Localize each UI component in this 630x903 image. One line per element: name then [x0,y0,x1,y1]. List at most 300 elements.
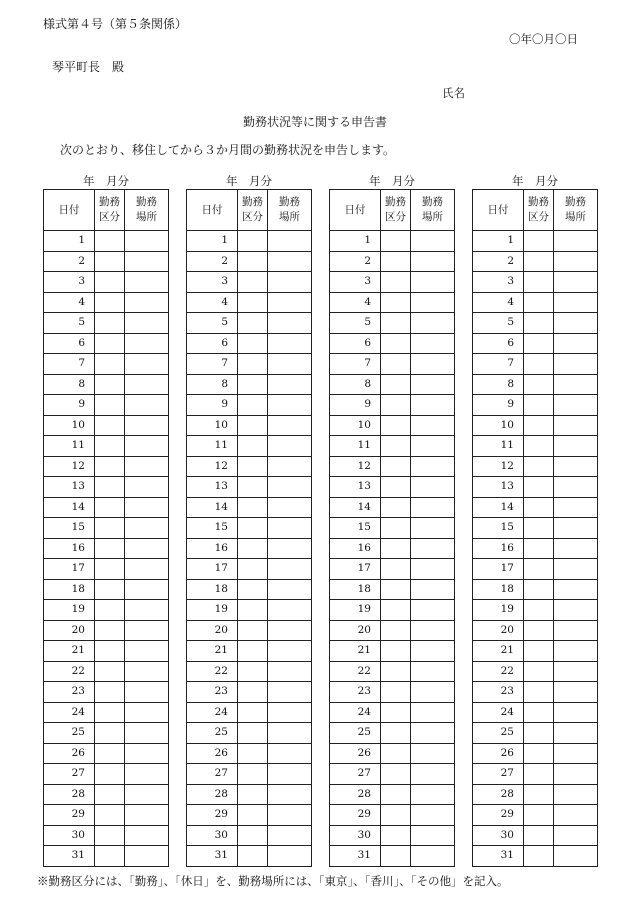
header-line: 区分 [99,211,120,223]
work-type-cell[interactable] [95,538,125,559]
work-place-cell[interactable] [411,825,455,846]
work-place-cell[interactable] [125,702,169,723]
work-place-cell[interactable] [411,538,455,559]
work-type-cell[interactable] [381,784,411,805]
work-type-cell[interactable] [381,456,411,477]
work-type-cell[interactable] [524,743,554,764]
work-place-cell[interactable] [125,743,169,764]
work-place-cell[interactable] [554,825,598,846]
work-place-cell[interactable] [125,497,169,518]
work-type-cell[interactable] [238,846,268,867]
work-type-cell[interactable] [524,395,554,416]
work-type-cell[interactable] [381,313,411,334]
work-place-cell[interactable] [268,477,312,498]
work-place-cell[interactable] [411,518,455,539]
table-row [330,477,455,498]
work-place-cell[interactable] [411,661,455,682]
column-header-work-place [125,190,169,231]
table-row [330,805,455,826]
header-line: 場所 [136,211,157,223]
work-type-cell[interactable] [524,805,554,826]
work-place-cell[interactable] [554,579,598,600]
work-type-cell[interactable] [238,620,268,641]
work-place-cell[interactable] [411,395,455,416]
work-type-cell[interactable] [524,272,554,293]
day-number: 3 [473,272,524,293]
work-type-cell[interactable] [524,620,554,641]
work-type-cell[interactable] [238,743,268,764]
work-type-cell[interactable] [524,354,554,375]
work-place-cell[interactable] [411,231,455,252]
work-place-cell[interactable] [411,743,455,764]
work-type-cell[interactable] [524,436,554,457]
work-type-cell[interactable] [524,497,554,518]
work-place-cell[interactable] [125,272,169,293]
work-type-cell[interactable] [524,682,554,703]
work-place-cell[interactable] [554,620,598,641]
work-place-cell[interactable] [125,231,169,252]
work-type-cell[interactable] [238,723,268,744]
work-place-cell[interactable] [554,251,598,272]
work-place-cell[interactable] [268,559,312,580]
work-type-cell[interactable] [524,415,554,436]
work-type-cell[interactable] [381,231,411,252]
work-place-cell[interactable] [554,272,598,293]
work-type-cell[interactable] [95,723,125,744]
work-place-cell[interactable] [125,784,169,805]
work-type-cell[interactable] [95,620,125,641]
work-place-cell[interactable] [411,333,455,354]
work-place-cell[interactable] [554,538,598,559]
work-place-cell[interactable] [411,456,455,477]
work-place-cell[interactable] [268,251,312,272]
table-row [473,579,598,600]
table-row [187,354,312,375]
work-place-cell[interactable] [125,292,169,313]
work-type-cell[interactable] [524,456,554,477]
work-type-cell[interactable] [381,415,411,436]
work-place-cell[interactable] [554,559,598,580]
day-number: 12 [187,456,238,477]
work-place-cell[interactable] [554,497,598,518]
work-type-cell[interactable] [95,292,125,313]
day-number: 10 [330,415,381,436]
work-type-cell[interactable] [381,333,411,354]
work-place-cell[interactable] [554,231,598,252]
work-place-cell[interactable] [411,292,455,313]
work-type-cell[interactable] [524,825,554,846]
work-place-cell[interactable] [411,415,455,436]
work-type-cell[interactable] [381,497,411,518]
work-type-cell[interactable] [95,231,125,252]
work-place-cell[interactable] [411,764,455,785]
work-type-cell[interactable] [524,231,554,252]
work-type-cell[interactable] [524,477,554,498]
work-type-cell[interactable] [524,846,554,867]
work-place-cell[interactable] [268,272,312,293]
table-row [187,497,312,518]
work-type-cell[interactable] [238,764,268,785]
work-type-cell[interactable] [524,333,554,354]
work-type-cell[interactable] [524,538,554,559]
work-place-cell[interactable] [554,415,598,436]
table-header-row [330,190,455,231]
work-type-cell[interactable] [238,477,268,498]
table-row [330,272,455,293]
work-type-cell[interactable] [95,518,125,539]
work-type-cell[interactable] [95,661,125,682]
day-number: 1 [187,231,238,252]
work-type-cell[interactable] [238,354,268,375]
table-row [187,395,312,416]
work-type-cell[interactable] [524,661,554,682]
work-place-cell[interactable] [411,723,455,744]
day-number: 11 [330,436,381,457]
work-type-cell[interactable] [238,579,268,600]
work-type-cell[interactable] [524,559,554,580]
work-place-cell[interactable] [554,374,598,395]
work-place-cell[interactable] [125,805,169,826]
work-place-cell[interactable] [268,374,312,395]
work-type-cell[interactable] [238,661,268,682]
work-place-cell[interactable] [411,620,455,641]
work-place-cell[interactable] [268,538,312,559]
work-type-cell[interactable] [95,702,125,723]
work-place-cell[interactable] [554,518,598,539]
day-number: 19 [44,600,95,621]
work-type-cell[interactable] [238,292,268,313]
work-type-cell[interactable] [381,292,411,313]
column-header-date: 日付 [330,190,381,231]
work-type-cell[interactable] [381,620,411,641]
work-place-cell[interactable] [268,723,312,744]
work-place-cell[interactable] [268,600,312,621]
day-number: 20 [330,620,381,641]
work-type-cell[interactable] [238,313,268,334]
work-type-cell[interactable] [381,374,411,395]
work-place-cell[interactable] [125,846,169,867]
work-type-cell[interactable] [524,579,554,600]
work-place-cell[interactable] [268,518,312,539]
work-type-cell[interactable] [95,600,125,621]
work-place-cell[interactable] [125,477,169,498]
table-row [473,825,598,846]
work-place-cell[interactable] [554,805,598,826]
work-place-cell[interactable] [554,641,598,662]
work-place-cell[interactable] [125,600,169,621]
work-place-cell[interactable] [554,456,598,477]
day-number: 8 [330,374,381,395]
work-place-cell[interactable] [554,395,598,416]
table-row [473,620,598,641]
work-type-cell[interactable] [238,641,268,662]
work-type-cell[interactable] [95,682,125,703]
work-type-cell[interactable] [524,723,554,744]
work-place-cell[interactable] [268,436,312,457]
work-type-cell[interactable] [238,415,268,436]
work-place-cell[interactable] [268,661,312,682]
table-row [473,415,598,436]
work-type-cell[interactable] [95,497,125,518]
day-number: 23 [330,682,381,703]
work-place-cell[interactable] [125,825,169,846]
work-type-cell[interactable] [524,313,554,334]
work-type-cell[interactable] [238,805,268,826]
table-row [330,702,455,723]
work-place-cell[interactable] [268,579,312,600]
table-row [187,477,312,498]
work-place-cell[interactable] [125,251,169,272]
work-type-cell[interactable] [95,805,125,826]
work-type-cell[interactable] [95,354,125,375]
work-place-cell[interactable] [268,805,312,826]
work-type-cell[interactable] [238,682,268,703]
work-type-cell[interactable] [95,374,125,395]
table-row [187,272,312,293]
work-type-cell[interactable] [381,661,411,682]
work-place-cell[interactable] [268,682,312,703]
work-place-cell[interactable] [125,682,169,703]
work-type-cell[interactable] [95,272,125,293]
work-place-cell[interactable] [125,764,169,785]
day-number: 24 [44,702,95,723]
work-place-cell[interactable] [268,764,312,785]
table-row [187,805,312,826]
work-place-cell[interactable] [411,374,455,395]
work-type-cell[interactable] [381,559,411,580]
work-place-cell[interactable] [268,333,312,354]
work-type-cell[interactable] [381,579,411,600]
work-place-cell[interactable] [411,251,455,272]
work-place-cell[interactable] [411,846,455,867]
work-type-cell[interactable] [381,682,411,703]
work-type-cell[interactable] [381,251,411,272]
work-place-cell[interactable] [411,559,455,580]
work-type-cell[interactable] [524,292,554,313]
work-type-cell[interactable] [381,723,411,744]
work-type-cell[interactable] [238,395,268,416]
work-place-cell[interactable] [268,292,312,313]
work-place-cell[interactable] [554,477,598,498]
work-type-cell[interactable] [95,784,125,805]
work-type-cell[interactable] [381,825,411,846]
work-place-cell[interactable] [411,436,455,457]
work-type-cell[interactable] [95,251,125,272]
work-type-cell[interactable] [381,764,411,785]
work-place-cell[interactable] [268,743,312,764]
work-type-cell[interactable] [95,456,125,477]
work-type-cell[interactable] [95,436,125,457]
day-number: 12 [44,456,95,477]
work-place-cell[interactable] [411,272,455,293]
work-place-cell[interactable] [268,641,312,662]
work-place-cell[interactable] [411,354,455,375]
work-place-cell[interactable] [411,641,455,662]
table-row [44,641,169,662]
table-row [330,518,455,539]
day-number: 23 [187,682,238,703]
work-type-cell[interactable] [238,251,268,272]
work-place-cell[interactable] [411,600,455,621]
work-type-cell[interactable] [95,415,125,436]
work-place-cell[interactable] [411,579,455,600]
work-place-cell[interactable] [268,846,312,867]
work-type-cell[interactable] [95,825,125,846]
month-label: 年 月分 [369,174,415,188]
work-place-cell[interactable] [411,313,455,334]
work-place-cell[interactable] [554,682,598,703]
work-place-cell[interactable] [125,395,169,416]
work-type-cell[interactable] [381,805,411,826]
day-number: 4 [330,292,381,313]
work-type-cell[interactable] [381,518,411,539]
work-place-cell[interactable] [554,292,598,313]
work-type-cell[interactable] [238,231,268,252]
work-type-cell[interactable] [381,846,411,867]
work-place-cell[interactable] [268,497,312,518]
table-row [44,436,169,457]
work-place-cell[interactable] [554,333,598,354]
day-number: 30 [44,825,95,846]
work-type-cell[interactable] [524,702,554,723]
work-place-cell[interactable] [268,456,312,477]
work-place-cell[interactable] [125,641,169,662]
work-place-cell[interactable] [554,600,598,621]
work-place-cell[interactable] [268,395,312,416]
work-type-cell[interactable] [95,333,125,354]
work-type-cell[interactable] [238,702,268,723]
work-type-cell[interactable] [524,641,554,662]
work-place-cell[interactable] [554,743,598,764]
work-type-cell[interactable] [381,477,411,498]
work-place-cell[interactable] [554,661,598,682]
work-type-cell[interactable] [238,497,268,518]
work-place-cell[interactable] [268,702,312,723]
work-type-cell[interactable] [381,354,411,375]
work-type-cell[interactable] [238,436,268,457]
work-place-cell[interactable] [268,415,312,436]
work-type-cell[interactable] [238,538,268,559]
table-row [44,538,169,559]
work-place-cell[interactable] [554,354,598,375]
work-place-cell[interactable] [125,436,169,457]
work-type-cell[interactable] [381,538,411,559]
day-number: 28 [187,784,238,805]
work-type-cell[interactable] [238,333,268,354]
day-number: 21 [473,641,524,662]
work-place-cell[interactable] [268,313,312,334]
work-place-cell[interactable] [125,538,169,559]
work-place-cell[interactable] [554,764,598,785]
work-place-cell[interactable] [125,354,169,375]
work-type-cell[interactable] [238,456,268,477]
work-place-cell[interactable] [411,477,455,498]
work-place-cell[interactable] [554,313,598,334]
work-type-cell[interactable] [95,477,125,498]
work-place-cell[interactable] [411,784,455,805]
work-type-cell[interactable] [95,764,125,785]
work-place-cell[interactable] [554,784,598,805]
work-place-cell[interactable] [125,374,169,395]
work-place-cell[interactable] [268,231,312,252]
work-place-cell[interactable] [268,354,312,375]
work-type-cell[interactable] [238,559,268,580]
work-place-cell[interactable] [268,825,312,846]
work-type-cell[interactable] [381,436,411,457]
work-place-cell[interactable] [411,702,455,723]
work-place-cell[interactable] [268,620,312,641]
table-row [44,374,169,395]
work-type-cell[interactable] [238,600,268,621]
work-type-cell[interactable] [524,764,554,785]
work-type-cell[interactable] [95,395,125,416]
work-type-cell[interactable] [524,518,554,539]
work-place-cell[interactable] [125,456,169,477]
work-type-cell[interactable] [95,313,125,334]
work-type-cell[interactable] [95,559,125,580]
work-place-cell[interactable] [554,436,598,457]
work-type-cell[interactable] [381,600,411,621]
work-place-cell[interactable] [125,333,169,354]
column-header-date: 日付 [473,190,524,231]
day-number: 28 [330,784,381,805]
work-place-cell[interactable] [125,415,169,436]
work-place-cell[interactable] [411,805,455,826]
work-place-cell[interactable] [554,846,598,867]
day-number: 24 [187,702,238,723]
work-type-cell[interactable] [524,784,554,805]
work-place-cell[interactable] [554,723,598,744]
work-place-cell[interactable] [554,702,598,723]
work-type-cell[interactable] [95,641,125,662]
work-log-table [329,189,455,867]
work-type-cell[interactable] [238,518,268,539]
work-place-cell[interactable] [125,579,169,600]
work-type-cell[interactable] [381,641,411,662]
work-place-cell[interactable] [125,620,169,641]
footnote: ※勤務区分には、「勤務」、「休日」を、勤務場所には、「東京」、「香川」、「その他」を記入。 [37,874,509,888]
day-number: 22 [330,661,381,682]
day-number: 20 [44,620,95,641]
work-place-cell[interactable] [125,518,169,539]
work-type-cell[interactable] [381,743,411,764]
header-line: 勤務 [99,196,120,208]
day-number: 19 [187,600,238,621]
work-type-cell[interactable] [524,600,554,621]
work-type-cell[interactable] [95,743,125,764]
work-type-cell[interactable] [524,374,554,395]
work-place-cell[interactable] [268,784,312,805]
work-type-cell[interactable] [95,579,125,600]
work-type-cell[interactable] [95,846,125,867]
table-row [44,661,169,682]
work-place-cell[interactable] [411,682,455,703]
work-type-cell[interactable] [381,395,411,416]
work-type-cell[interactable] [238,272,268,293]
work-type-cell[interactable] [238,784,268,805]
work-type-cell[interactable] [381,702,411,723]
work-place-cell[interactable] [411,497,455,518]
work-type-cell[interactable] [238,374,268,395]
work-type-cell[interactable] [238,825,268,846]
work-type-cell[interactable] [381,272,411,293]
work-place-cell[interactable] [125,559,169,580]
work-place-cell[interactable] [125,313,169,334]
work-place-cell[interactable] [125,661,169,682]
work-place-cell[interactable] [125,723,169,744]
work-type-cell[interactable] [524,251,554,272]
day-number: 6 [44,333,95,354]
